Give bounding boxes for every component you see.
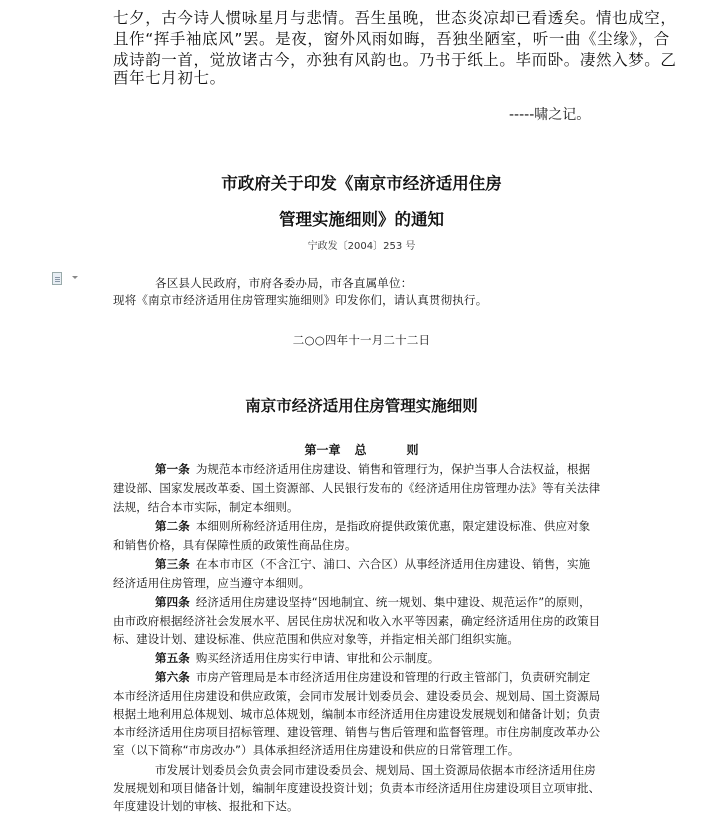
rules-title: 南京市经济适用住房管理实施细则 — [245, 396, 478, 415]
article-line: 市发展计划委员会负责会同市建设委员会、规划局、国土资源局依据本市经济适用住房 — [155, 763, 596, 777]
poem-line: 且作“挥手袖底风”罢。是夜，窗外风雨如晦，吾独坐陋室，听一曲《尘缘》，合 — [113, 30, 670, 48]
chapter-heading — [0, 441, 723, 458]
notice-addressee: 各区县人民政府，市府各委办局，市各直属单位： — [155, 276, 413, 290]
article-line: 本市经济适用住房建设和供应政策，会同市发展计划委员会、建设委员会、规划局、国土资源局 — [113, 689, 601, 703]
article-line: 经济适用住房管理，应当遵守本细则。 — [113, 576, 311, 590]
article-line — [155, 518, 590, 534]
article-label: 第五条 — [155, 651, 190, 665]
article-label: 第二条 — [155, 519, 190, 533]
document-margin-icon[interactable] — [52, 272, 64, 286]
chevron-down-icon[interactable] — [72, 276, 78, 279]
poem-line: 七夕，古今诗人惯咏星月与悲情。吾生虽晚，世态炎凉却已看透矣。情也成空， — [113, 9, 677, 27]
article-line: 根据土地利用总体规划、城市总体规划，编制本市经济适用住房建设发展规划和储备计划；负责 — [113, 707, 601, 721]
article-line: 本市经济适用住房项目招标管理、建设管理、销售与售后管理和监督管理。市住房制度改革办公 — [113, 725, 601, 739]
article-text: 购买经济适用住房实行申请、审批和公示制度。 — [195, 651, 440, 665]
article-line: 建设部、国家发展改革委、国土资源部、人民银行发布的《经济适用住房管理办法》等有关法律 — [113, 481, 601, 495]
poem-signature: -----啸之记。 — [509, 107, 591, 123]
document-number: 宁政发〔2004〕253 号 — [307, 241, 416, 252]
article-label: 第三条 — [155, 557, 190, 571]
article-line — [155, 461, 590, 477]
article-text: 为规范本市经济适用住房建设、销售和管理行为，保护当事人合法权益，根据 — [195, 462, 591, 476]
article-label: 第四条 — [155, 595, 190, 609]
article-line: 由市政府根据经济社会发展水平、居民住房状况和收入水平等因素，确定经济适用住房的政策目 — [113, 614, 601, 628]
article-line — [155, 556, 590, 572]
article-line: 室（以下简称“市房改办”）具体承担经济适用住房建设和供应的日常管理工作。 — [113, 743, 520, 757]
article-label: 第一条 — [155, 462, 190, 476]
chapter-word-2: 则 — [406, 443, 419, 457]
poem-line: 成诗韵一首，觉放诸古今，亦独有风韵也。乃书于纸上。毕而卧。凄然入梦。乙 — [113, 51, 677, 69]
article-line: 标、建设计划、建设标准、供应范围和供应对象等，并指定相关部门组织实施。 — [113, 632, 519, 646]
article-text: 本细则所称经济适用住房，是指政府提供政策优惠，限定建设标准、供应对象 — [195, 519, 591, 533]
article-line: 发展规划和项目储备计划，编制年度建设投资计划；负责本市经济适用住房建设项目立项审批、 — [113, 781, 601, 795]
notice-body: 现将《南京市经济适用住房管理实施细则》印发你们，请认真贯彻执行。 — [113, 293, 488, 307]
poem-line: 酉年七月初七。 — [113, 69, 226, 87]
notice-title-line2: 管理实施细则》的通知 — [279, 210, 444, 229]
article-line: 年度建设计划的审核、报批和下达。 — [113, 799, 299, 813]
article-text: 在本市市区（不含江宁、浦口、六合区）从事经济适用住房建设、销售，实施 — [195, 557, 591, 571]
article-line — [155, 594, 591, 610]
article-text: 市房产管理局是本市经济适用住房建设和管理的行政主管部门，负责研究制定 — [195, 670, 591, 684]
article-line — [155, 650, 439, 666]
article-line — [155, 669, 590, 685]
article-line: 和销售价格，具有保障性质的政策性商品住房。 — [113, 538, 357, 552]
article-text: 经济适用住房建设坚持“因地制宜、统一规划、集中建设、规范运作”的原则， — [195, 595, 591, 609]
notice-date: 二○○四年十一月二十二日 — [292, 333, 431, 347]
chapter-number: 第一章 — [304, 443, 341, 457]
chapter-word-1: 总 — [354, 443, 367, 457]
article-line: 法规，结合本市实际，制定本细则。 — [113, 500, 299, 514]
notice-title-line1: 市政府关于印发《南京市经济适用住房 — [221, 174, 502, 193]
article-label: 第六条 — [155, 670, 190, 684]
